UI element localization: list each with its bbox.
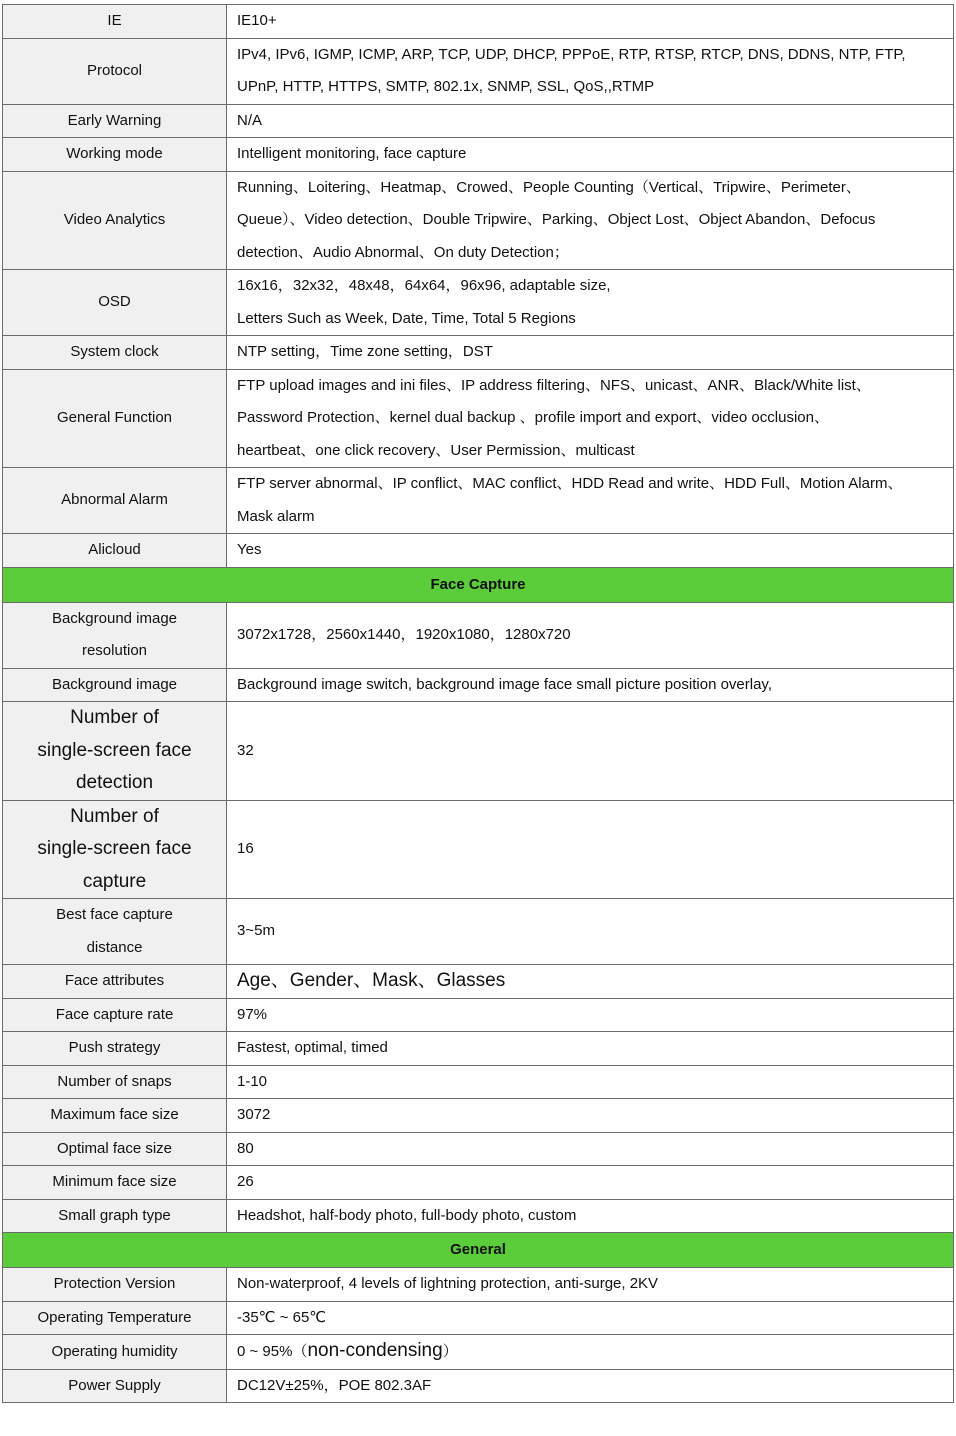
row-label: OSD: [3, 270, 227, 336]
row-value: IPv4, IPv6, IGMP, ICMP, ARP, TCP, UDP, DHCP, PPPoE, RTP, RTSP, RTCP, DNS, DDNS, NTP, FTP, UPnP, HTTP, HTTPS, SMTP, 802.1x, SNMP, SSL, QoS,,RTMP: [227, 38, 954, 104]
table-row: [3, 1301, 954, 1335]
section-title: Face Capture: [3, 567, 954, 602]
table-row: [3, 1369, 954, 1403]
table-row: [3, 1268, 954, 1302]
table-row: [3, 965, 954, 999]
row-value: 16: [227, 800, 954, 899]
row-label: Early Warning: [3, 104, 227, 138]
row-value: 1-10: [227, 1065, 954, 1099]
row-label: Operating Temperature: [3, 1301, 227, 1335]
row-value: Non-waterproof, 4 levels of lightning protection, anti-surge, 2KV: [227, 1268, 954, 1302]
table-row: [3, 104, 954, 138]
row-value: -35℃ ~ 65℃: [227, 1301, 954, 1335]
row-label: Power Supply: [3, 1369, 227, 1403]
table-row: [3, 1132, 954, 1166]
row-value: 3~5m: [227, 899, 954, 965]
section-header-face-capture: [3, 567, 954, 602]
row-label: Minimum face size: [3, 1166, 227, 1200]
table-row: [3, 668, 954, 702]
row-value: IE10+: [227, 5, 954, 39]
row-value: 80: [227, 1132, 954, 1166]
row-value: Age、Gender、Mask、Glasses: [227, 965, 954, 999]
row-value: NTP setting，Time zone setting，DST: [227, 336, 954, 370]
table-row: [3, 1166, 954, 1200]
row-value: FTP upload images and ini files、IP address filtering、NFS、unicast、ANR、Black/White list、 Password Protection、kernel dual backup 、profile import and export、video occlusion、 heartbeat、one click recovery、User Permission、multicast: [227, 369, 954, 468]
table-row: [3, 270, 954, 336]
row-label: Maximum face size: [3, 1099, 227, 1133]
table-row: [3, 138, 954, 172]
row-label: General Function: [3, 369, 227, 468]
row-label: Working mode: [3, 138, 227, 172]
row-value: 3072x1728，2560x1440，1920x1080，1280x720: [227, 602, 954, 668]
row-label: Push strategy: [3, 1032, 227, 1066]
row-label: Background image resolution: [3, 602, 227, 668]
table-row: [3, 468, 954, 534]
row-label: Operating humidity: [3, 1335, 227, 1370]
row-value: Background image switch, background image face small picture position overlay,: [227, 668, 954, 702]
row-label: Face capture rate: [3, 998, 227, 1032]
table-row: [3, 336, 954, 370]
row-label: Number of single-screen face detection: [3, 702, 227, 801]
row-value: [227, 1335, 954, 1370]
row-label: IE: [3, 5, 227, 39]
row-value: 26: [227, 1166, 954, 1200]
humidity-range: 0 ~ 95%（: [237, 1343, 308, 1360]
table-row: [3, 1335, 954, 1370]
row-value: 16x16，32x32，48x48，64x64，96x96, adaptable size, Letters Such as Week, Date, Time, Total 5 Regions: [227, 270, 954, 336]
section-header-general: [3, 1233, 954, 1268]
row-label: Protection Version: [3, 1268, 227, 1302]
table-row: [3, 38, 954, 104]
table-row: [3, 1065, 954, 1099]
row-value: Intelligent monitoring, face capture: [227, 138, 954, 172]
table-row: [3, 369, 954, 468]
humidity-close: ）: [442, 1343, 458, 1360]
row-label: Video Analytics: [3, 171, 227, 270]
table-row: [3, 998, 954, 1032]
row-value: FTP server abnormal、IP conflict、MAC conflict、HDD Read and write、HDD Full、Motion Alarm、 Mask alarm: [227, 468, 954, 534]
row-label: Small graph type: [3, 1199, 227, 1233]
table-row: [3, 899, 954, 965]
row-value: Yes: [227, 534, 954, 568]
table-row: [3, 171, 954, 270]
row-value: Headshot, half-body photo, full-body photo, custom: [227, 1199, 954, 1233]
row-value: 32: [227, 702, 954, 801]
section-title: General: [3, 1233, 954, 1268]
row-label: System clock: [3, 336, 227, 370]
row-label: Alicloud: [3, 534, 227, 568]
table-row: [3, 534, 954, 568]
table-row: [3, 602, 954, 668]
row-value: DC12V±25%，POE 802.3AF: [227, 1369, 954, 1403]
row-label: Face attributes: [3, 965, 227, 999]
table-row: [3, 800, 954, 899]
row-label: Background image: [3, 668, 227, 702]
row-value: 97%: [227, 998, 954, 1032]
row-value: N/A: [227, 104, 954, 138]
table-row: [3, 702, 954, 801]
row-label: Best face capture distance: [3, 899, 227, 965]
row-label: Protocol: [3, 38, 227, 104]
table-row: [3, 1199, 954, 1233]
humidity-note: non-condensing: [307, 1340, 443, 1361]
row-value: Running、Loitering、Heatmap、Crowed、People Counting（Vertical、Tripwire、Perimeter、 Queue）、Video detection、Double Tripwire、Parking、Object Lost、Object Abandon、Defocus detection、Audio Abnormal、On duty Detection；: [227, 171, 954, 270]
spec-table: [2, 4, 954, 1403]
row-label: Number of single-screen face capture: [3, 800, 227, 899]
row-value: 3072: [227, 1099, 954, 1133]
row-label: Optimal face size: [3, 1132, 227, 1166]
row-value: Fastest, optimal, timed: [227, 1032, 954, 1066]
row-label: Abnormal Alarm: [3, 468, 227, 534]
table-row: [3, 1099, 954, 1133]
table-row: [3, 5, 954, 39]
row-label: Number of snaps: [3, 1065, 227, 1099]
table-row: [3, 1032, 954, 1066]
